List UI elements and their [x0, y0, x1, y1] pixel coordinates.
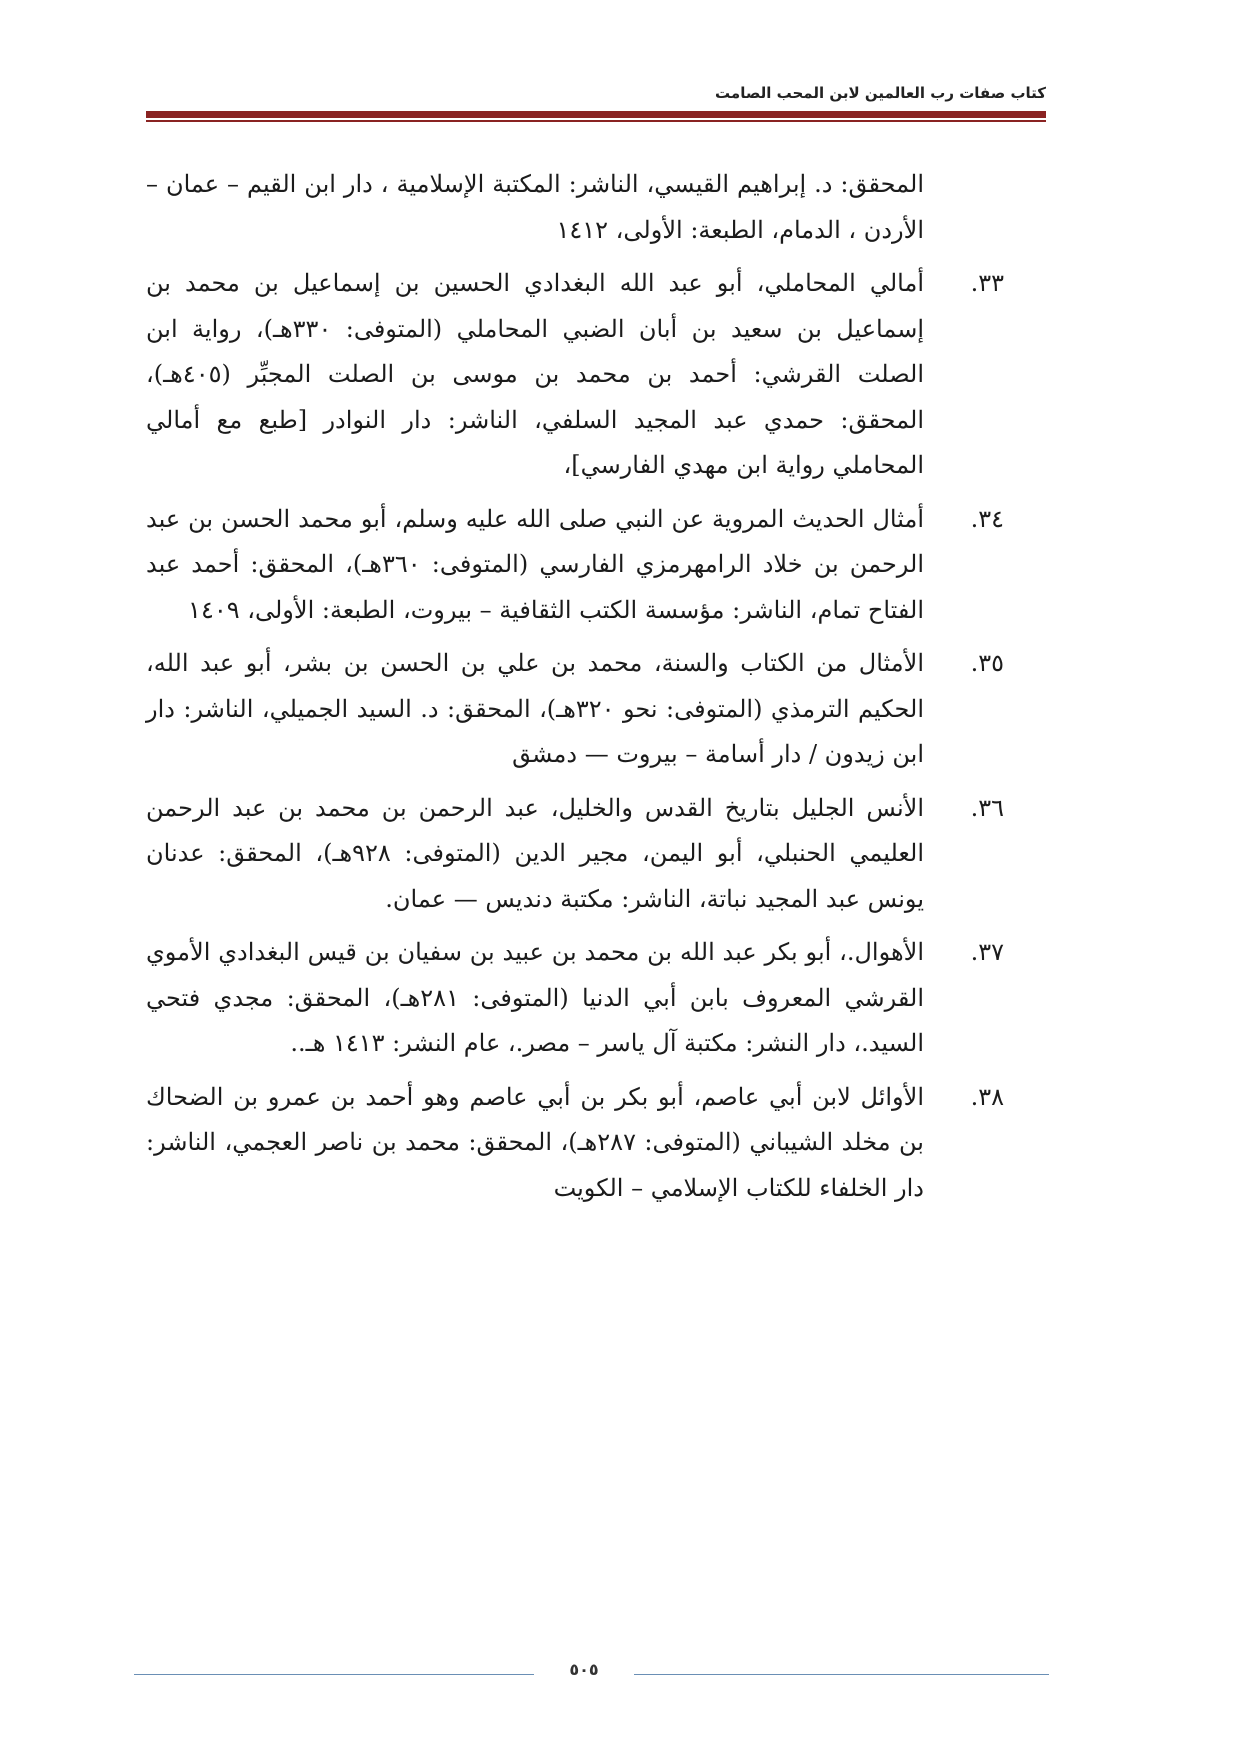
entry-number: ٣٨.: [970, 1082, 1004, 1111]
entry-number: ٣٥.: [970, 649, 1004, 677]
entry-text: أمثال الحديث المروية عن النبي صلى الله عليه وسلم، أبو محمد الحسن بن عبد الرحمن بن خلاد الرامهرمزي الفارسي (المتوفى: ٣٦٠هـ)، المحقق: أحمد عبد الفتاح تمام، الناشر: مؤسسة الكتب الثقافية – بيروت، الطبعة: الأولى، ١٤٠٩: [146, 504, 924, 624]
page-number: ٥٠٥: [569, 1660, 599, 1679]
header-rule-thin: [146, 120, 1046, 122]
page-header: [146, 70, 1046, 120]
bibliography-list: [146, 162, 1004, 1211]
list-item: [146, 641, 1004, 778]
header-title: كتاب صفات رب العالمين لابن المحب الصامت: [715, 84, 1046, 102]
list-item: [146, 786, 1004, 923]
continuation-text: المحقق: د. إبراهيم القيسي، الناشر: المكتبة الإسلامية ، دار ابن القيم – عمان – الأردن ، الدمام، الطبعة: الأولى، ١٤١٢: [146, 170, 924, 244]
entry-text: الأهوال.، أبو بكر عبد الله بن محمد بن عبيد بن سفيان بن قيس البغدادي الأموي القرشي المعروف بابن أبي الدنيا (المتوفى: ٢٨١هـ)، المحقق: مجدي فتحي السيد.، دار النشر: مكتبة آل ياسر – مصر.، عام النشر: ١٤١٣ هـ..: [146, 938, 924, 1057]
list-item: [146, 930, 1004, 1067]
entry-number: ٣٦.: [970, 793, 1004, 822]
entry-number: ٣٧.: [970, 938, 1004, 966]
footer-rule-left: [134, 1674, 534, 1675]
list-item: [146, 497, 1004, 634]
list-item: [146, 261, 1004, 489]
list-item: [146, 1075, 1004, 1212]
entry-text: الأمثال من الكتاب والسنة، محمد بن علي بن الحسن بن بشر، أبو عبد الله، الحكيم الترمذي (المتوفى: نحو ٣٢٠هـ)، المحقق: د. السيد الجميلي، الناشر: دار ابن زيدون / دار أسامة – بيروت — دمشق: [146, 649, 924, 768]
entry-text: الأنس الجليل بتاريخ القدس والخليل، عبد الرحمن بن محمد بن عبد الرحمن العليمي الحنبلي، أبو اليمن، مجير الدين (المتوفى: ٩٢٨هـ)، المحقق: عدنان يونس عبد المجيد نباتة، الناشر: مكتبة دنديس — عمان.: [146, 793, 924, 913]
entry-text: الأوائل لابن أبي عاصم، أبو بكر بن أبي عاصم وهو أحمد بن عمرو بن الضحاك بن مخلد الشيباني (المتوفى: ٢٨٧هـ)، المحقق: محمد بن ناصر العجمي، الناشر: دار الخلفاء للكتاب الإسلامي – الكويت: [146, 1082, 924, 1202]
footer-rule-right: [634, 1674, 1049, 1675]
entry-number: ٣٣.: [970, 269, 1004, 297]
entry-text: أمالي المحاملي، أبو عبد الله البغدادي الحسين بن إسماعيل بن محمد بن إسماعيل بن سعيد بن أبان الضبي المحاملي (المتوفى: ٣٣٠هـ)، رواية ابن الصلت القرشي: أحمد بن محمد بن موسى بن الصلت المجبِّر (٤٠٥هـ)، المحقق: حمدي عبد المجيد السلفي، الناشر: دار النوادر [طبع مع أمالي المحاملي رواية ابن مهدي الفارسي]،: [146, 269, 924, 479]
page-footer: [134, 1658, 1049, 1688]
header-rule: [146, 111, 1046, 118]
entry-number: ٣٤.: [970, 504, 1004, 533]
